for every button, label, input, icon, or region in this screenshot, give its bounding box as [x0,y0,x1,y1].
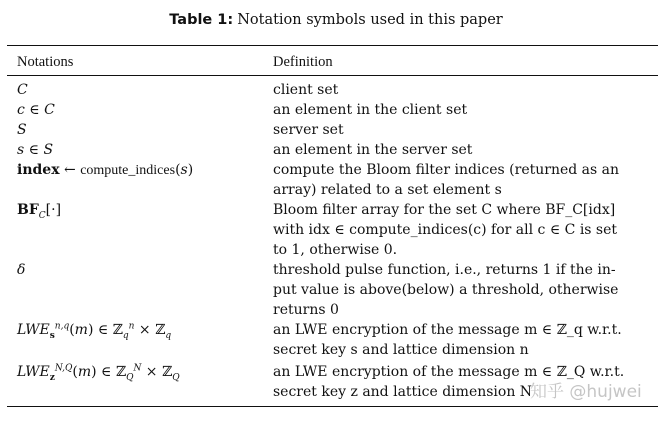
notation-cell: S [17,122,27,138]
definition-cell: an LWE encryption of the message m ∈ ℤ_Q w.r.t. secret key z and lattice dimension N [273,364,625,400]
notation-cell: index ← compute_indices(s) [17,162,194,178]
notation-cell: $LWE_z^{N,Q}(m)$ ∈ ℤ$_Q^N$ × ℤ$_Q$ [17,363,180,383]
definition-cell: threshold pulse function, i.e., returns 1 if the in- put value is above(below) a threshold, otherwise returns 0 [273,262,619,318]
notation-cell: δ [17,262,26,278]
definition-cell: Bloom filter array for the set C where BF_C[idx] with idx ∈ compute_indices(c) for all c ∈ C is set to 1, otherwise 0. [273,202,618,258]
header-definition: Definition [273,54,333,70]
table-caption [0,12,672,28]
caption-text: Notation symbols used in this paper [237,12,503,28]
caption-label: Table 1: [169,12,234,28]
definition-cell: server set [273,122,344,138]
definition-cell: client set [273,82,339,98]
definition-cell: compute the Bloom filter indices (returned as an array) related to a set element s [273,162,620,198]
watermark: 知乎 @hujwei [530,382,642,402]
definition-cell: an element in the server set [273,142,473,158]
bottom-rule [7,406,658,407]
notation-cell: s ∈ S [17,142,54,158]
definition-cell: an LWE encryption of the message m ∈ ℤ_q w.r.t. secret key s and lattice dimension n [273,322,622,358]
notation-cell: c ∈ C [17,102,55,118]
top-rule [7,45,658,46]
notation-cell: $BF_C[\cdot]$ [17,202,62,221]
notation-cell: $LWE_s^{n,q}(m)$ ∈ ℤ$_q^n$ × ℤ$_q$ [17,321,172,341]
header-rule [7,75,658,76]
definition-cell: an element in the client set [273,102,468,118]
header-notations: Notations [17,54,74,70]
notation-cell: C [17,82,28,98]
